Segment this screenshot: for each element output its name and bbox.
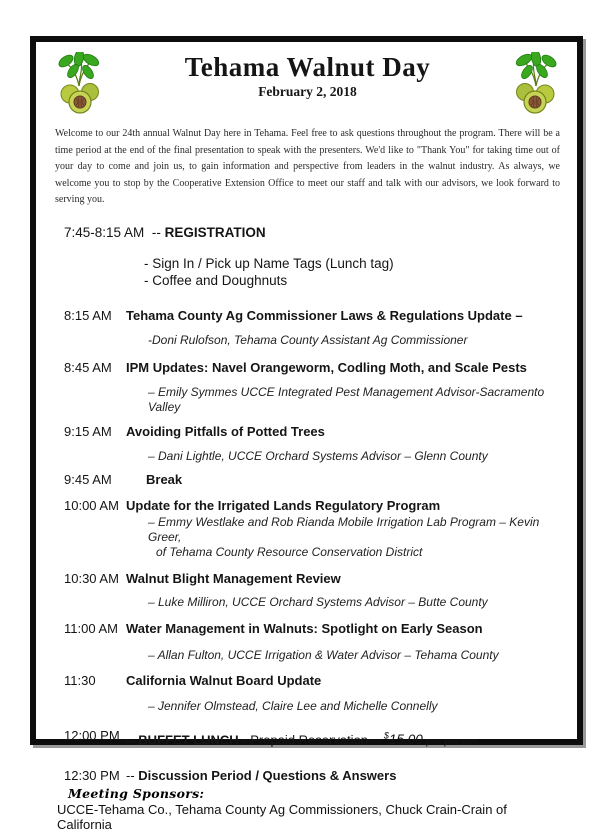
session-title: California Walnut Board Update — [126, 673, 321, 689]
lunch-reservation-text: - Prepaid Reservation -- — [239, 732, 384, 747]
session-time: 9:45 AM — [64, 472, 126, 488]
session-presenter: -Doni Rulofson, Tehama County Assistant Ag Commissioner — [148, 333, 560, 348]
lunch-row — [64, 728, 560, 750]
discussion-label: Discussion Period / Questions & Answers — [138, 768, 396, 783]
session-time: 12:00 PM — [64, 728, 126, 750]
session-time: 11:00 AM — [64, 621, 126, 637]
registration-time: 7:45-8:15 AM — [64, 225, 144, 240]
session-time: 8:15 AM — [64, 308, 126, 324]
session-presenter: – Emily Symmes UCCE Integrated Pest Management Advisor-Sacramento Valley — [148, 385, 560, 415]
schedule — [55, 225, 560, 832]
session-time: 11:30 — [64, 673, 126, 689]
lunch-price: $15.00 — [384, 732, 423, 747]
lunch-label: BUFFET LUNCH — [138, 732, 238, 747]
registration-item: - Sign In / Pick up Name Tags (Lunch tag) — [144, 255, 560, 272]
discussion-row — [64, 768, 560, 784]
registration-items — [144, 255, 560, 289]
currency-symbol: $ — [384, 731, 389, 741]
registration-label: REGISTRATION — [165, 225, 266, 240]
registration-item: - Coffee and Doughnuts — [144, 272, 560, 289]
session-time: 9:15 AM — [64, 424, 126, 440]
schedule-row — [64, 308, 560, 324]
page-title: Tehama Walnut Day — [105, 52, 510, 82]
session-time: 10:00 AM — [64, 498, 126, 514]
page-date: February 2, 2018 — [105, 84, 510, 100]
title-block — [105, 48, 510, 100]
session-title: Avoiding Pitfalls of Potted Trees — [126, 424, 325, 440]
walnut-branch-icon — [55, 52, 105, 116]
welcome-paragraph: Welcome to our 24th annual Walnut Day here in Tehama. Feel free to ask questions throughout the program. There will be a time period at the end of the final presentation to speak with the presenters. We'd like to "Thank You" for taking time out of your day to come and join us, to gain information and perspective from leaders in the walnut industry. As always, we welcome you to stop by the Cooperative Extension Office to meet our staff and talk with our advisors, we look forward to serving you. — [55, 126, 560, 209]
session-time: 8:45 AM — [64, 360, 126, 376]
schedule-row — [64, 424, 560, 440]
discussion-separator: -- — [126, 768, 135, 783]
session-presenter: – Emmy Westlake and Rob Rianda Mobile Irrigation Lab Program – Kevin Greer, — [148, 515, 560, 545]
session-title: Tehama County Ag Commissioner Laws & Regulations Update – — [126, 308, 523, 324]
session-title: Update for the Irrigated Lands Regulatory Program — [126, 498, 440, 514]
session-title: Walnut Blight Management Review — [126, 571, 341, 587]
schedule-row — [64, 673, 560, 689]
session-presenter: – Luke Milliron, UCCE Orchard Systems Advisor – Butte County — [148, 595, 560, 610]
lunch-separator: -- — [126, 732, 135, 747]
session-time: 12:30 PM — [64, 768, 126, 784]
schedule-row — [64, 621, 560, 637]
schedule-row — [64, 360, 560, 376]
session-title: Break — [126, 472, 182, 488]
lunch-unit: per person — [426, 735, 476, 747]
session-title: IPM Updates: Navel Orangeworm, Codling Moth, and Scale Pests — [126, 360, 527, 376]
flyer-page-frame — [30, 36, 583, 745]
flyer-content — [36, 42, 577, 832]
walnut-branch-icon — [510, 52, 560, 116]
lunch-details — [126, 728, 477, 750]
registration-row — [64, 225, 560, 240]
session-presenter: – Allan Fulton, UCCE Irrigation & Water Advisor – Tehama County — [148, 648, 560, 663]
sponsors-heading: Meeting Sponsors: — [68, 786, 560, 801]
schedule-row — [64, 498, 560, 514]
session-presenter: of Tehama County Resource Conservation District — [156, 545, 560, 560]
session-title: Water Management in Walnuts: Spotlight on Early Season — [126, 621, 483, 637]
schedule-row — [64, 571, 560, 587]
session-time: 10:30 AM — [64, 571, 126, 587]
discussion-details — [126, 768, 396, 784]
session-presenter: – Jennifer Olmstead, Claire Lee and Michelle Connelly — [148, 699, 560, 714]
flyer-header — [55, 48, 560, 116]
schedule-row — [64, 472, 560, 488]
session-presenter: – Dani Lightle, UCCE Orchard Systems Advisor – Glenn County — [148, 449, 560, 464]
registration-separator: -- — [152, 225, 161, 240]
sponsors-line: UCCE-Tehama Co., Tehama County Ag Commissioners, Chuck Crain-Crain of California — [57, 802, 560, 832]
